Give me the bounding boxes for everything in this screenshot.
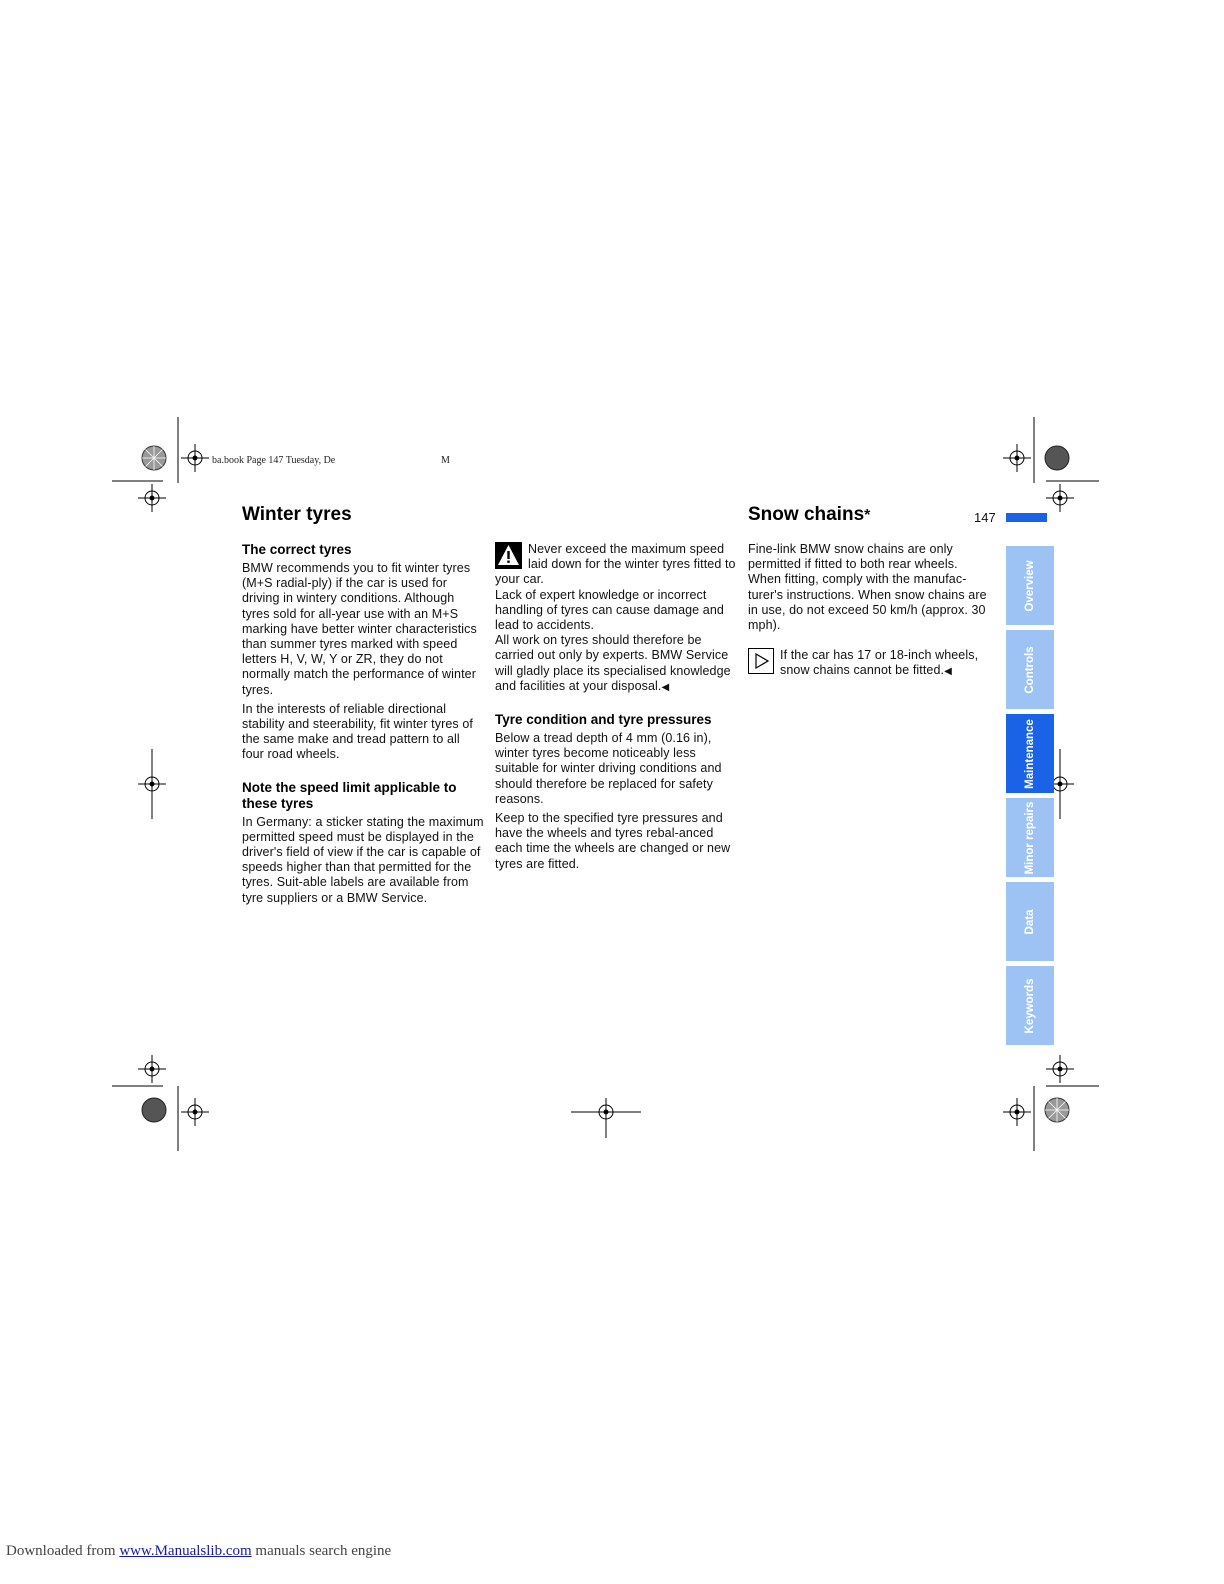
tab-maintenance[interactable] — [1006, 714, 1054, 793]
page-number: 147 — [974, 510, 996, 525]
note-block — [748, 648, 992, 679]
registration-target-icon — [1046, 1055, 1074, 1083]
registration-starburst-icon — [141, 445, 167, 471]
tab-overview[interactable] — [1006, 546, 1054, 625]
tab-label: Maintenance — [1024, 718, 1036, 789]
paragraph: BMW recommends you to fit winter tyres (M+S radial-ply) if the car is used for driving in wintery conditions. Although tyres sold for all-year use with an M+S marking have better winter characteristics than summer tyres marked with speed letters H, V, W, Y or ZR, they do not normally match the performance of winter tyres. — [242, 561, 477, 697]
warning-block — [495, 542, 737, 695]
registration-target-icon — [571, 1098, 641, 1138]
note-play-icon — [748, 648, 774, 674]
download-footer — [6, 1543, 391, 1560]
slug-mark: M — [441, 455, 450, 466]
registration-target-icon — [1003, 444, 1031, 472]
warning-text: Lack of expert knowledge or incorrect handling of tyres can cause damage and lead to accidents. — [495, 587, 724, 633]
section-title-winter-tyres: Winter tyres — [242, 504, 352, 525]
tab-label: Minor repairs — [1024, 801, 1036, 874]
manualslib-link[interactable]: www.Manualslib.com — [119, 1543, 252, 1559]
registration-disc-icon — [141, 1097, 167, 1123]
registration-disc-icon — [1044, 445, 1070, 471]
paragraph: In Germany: a sticker stating the maximum permitted speed must be displayed in the driver's field of view if the car is capable of speeds higher than that permitted for the tyres. Suit-able labels are available from tyre suppliers or a BMW Service. — [242, 814, 484, 905]
registration-target-icon — [181, 1098, 209, 1126]
registration-target-icon — [138, 484, 166, 512]
tab-label: Keywords — [1024, 978, 1036, 1033]
warning-text-end — [495, 633, 737, 695]
end-mark-icon: ◀ — [661, 681, 670, 693]
right-column — [748, 542, 992, 680]
slug-line: ba.book Page 147 Tuesday, De — [212, 455, 336, 466]
tab-label: Data — [1024, 909, 1036, 934]
paragraph: Below a tread depth of 4 mm (0.16 in), winter tyres become noticeably less suitable for winter driving conditions and should therefore be replaced for safety reasons. — [495, 731, 722, 806]
registration-target-icon — [138, 1055, 166, 1083]
subheading-tyre-condition: Tyre condition and tyre pressures — [495, 712, 712, 728]
section-title-snow-chains — [748, 504, 870, 526]
tab-controls[interactable] — [1006, 630, 1054, 709]
end-mark-icon: ◀ — [944, 666, 952, 678]
subheading-speed-limit: Note the speed limit applicable to these tyres — [242, 779, 457, 811]
tab-minor-repairs[interactable] — [1006, 798, 1054, 877]
paragraph: Keep to the specified tyre pressures and have the wheels and tyres rebal-anced each time the wheels are changed or new tyres are fitted. — [495, 811, 731, 871]
tab-data[interactable] — [1006, 882, 1054, 961]
registration-target-icon — [1003, 1098, 1031, 1126]
registration-target-icon — [138, 770, 166, 798]
tab-label: Controls — [1024, 645, 1036, 694]
registration-starburst-icon — [1044, 1097, 1070, 1123]
footer-suffix: manuals search engine — [251, 1543, 392, 1559]
registration-target-icon — [181, 444, 209, 472]
warning-triangle-icon — [495, 542, 522, 569]
note-text — [748, 648, 992, 679]
warning-text: All work on tyres should therefore be carried out only by experts. BMW Service will gladly place its specialised knowledge and facilities at your disposal. — [495, 633, 731, 693]
subheading-correct-tyres: The correct tyres — [242, 542, 352, 557]
warning-text: Never exceed the maximum speed laid down for the winter tyres fitted to your car. — [495, 542, 736, 587]
tab-label: Overview — [1024, 559, 1036, 612]
page-marker-bar — [1006, 513, 1047, 522]
tab-keywords[interactable] — [1006, 966, 1054, 1045]
optional-equipment-mark: * — [864, 507, 871, 524]
paragraph: Fine-link BMW snow chains are only permitted if fitted to both rear wheels. When fitting, comply with the manufac-turer's instructions. When snow chains are in use, do not exceed 50 km/h (approx. 30 mph). — [748, 542, 987, 633]
note-body: If the car has 17 or 18-inch wheels, snow chains cannot be fitted. — [780, 648, 979, 678]
registration-target-icon — [1046, 484, 1074, 512]
snow-chains-title: Snow chains — [748, 504, 865, 525]
footer-prefix: Downloaded from — [6, 1543, 120, 1559]
paragraph: In the interests of reliable directional stability and steerability, fit winter tyres of the same make and tread pattern to all four road wheels. — [242, 701, 473, 762]
middle-column — [495, 542, 737, 876]
left-column — [242, 542, 484, 910]
